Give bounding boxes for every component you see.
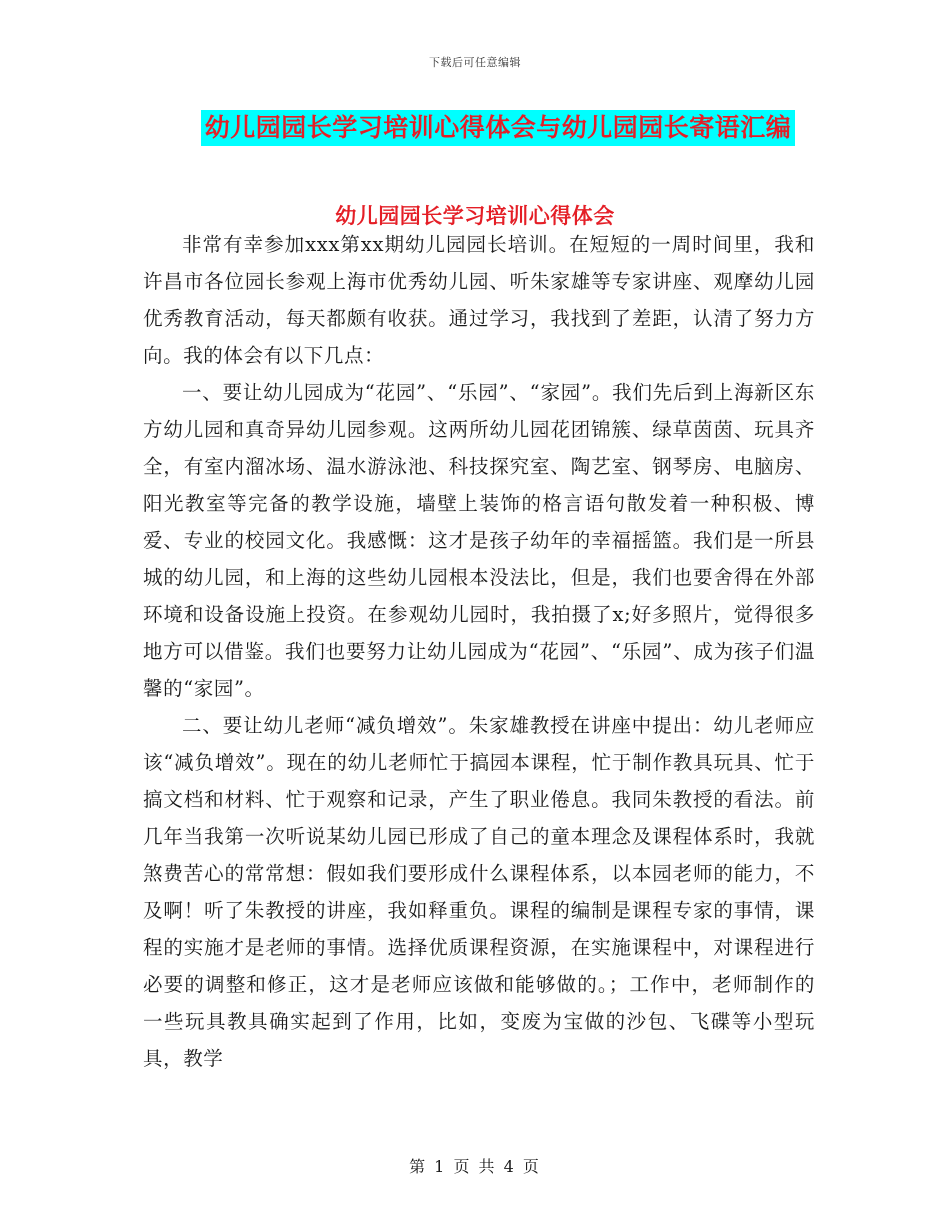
main-title-container bbox=[0, 110, 950, 146]
main-title: 幼儿园园长学习培训心得体会与幼儿园园长寄语汇编 bbox=[201, 110, 796, 146]
page-footer: 第 1 页 共 4 页 bbox=[409, 1157, 541, 1176]
header-note: 下载后可任意编辑 bbox=[429, 56, 521, 69]
body-text bbox=[143, 226, 815, 1077]
paragraph-point-one: 一、要让幼儿园成为“花园”、“乐园”、“家园”。我们先后到上海新区东方幼儿园和真奇异幼儿园参观。这两所幼儿园花团锦簇、绿草茵茵、玩具齐全，有室内溜冰场、温水游泳池、科技探究室、陶艺室、钢琴房、电脑房、阳光教室等完备的教学设施，墙壁上装饰的格言语句散发着一种积极、博爱、专业的校园文化。我感慨：这才是孩子幼年的幸福摇篮。我们是一所县城的幼儿园，和上海的这些幼儿园根本没法比，但是，我们也要舍得在外部环境和设备设施上投资。在参观幼儿园时，我拍摄了x;好多照片，觉得很多地方可以借鉴。我们也要努力让幼儿园成为“花园”、“乐园”、成为孩子们温馨的“家园”。 bbox=[143, 381, 815, 700]
paragraph-point-two: 二、要让幼儿老师“减负增效”。朱家雄教授在讲座中提出：幼儿老师应该“减负增效”。现在的幼儿老师忙于搞园本课程，忙于制作教具玩具、忙于搞文档和材料、忙于观察和记录，产生了职业倦息。我同朱教授的看法。前几年当我第一次听说某幼儿园已形成了自己的童本理念及课程体系时，我就煞费苦心的常常想：假如我们要形成什么课程体系，以本园老师的能力，不及啊！听了朱教授的讲座，我如释重负。课程的编制是课程专家的事情，课程的实施才是老师的事情。选择优质课程资源，在实施课程中，对课程进行必要的调整和修正，这才是老师应该做和能够做的。；工作中，老师制作的一些玩具教具确实起到了作用，比如，变废为宝做的沙包、飞碟等小型玩具，教学 bbox=[143, 714, 815, 1070]
paragraph-intro: 非常有幸参加xxx第xx期幼儿园园长培训。在短短的一周时间里，我和许昌市各位园长参观上海市优秀幼儿园、听朱家雄等专家讲座、观摩幼儿园优秀教育活动，每天都颇有收获。通过学习，我找到了差距，认清了努力方向。我的体会有以下几点： bbox=[143, 233, 815, 367]
section-title: 幼儿园园长学习培训心得体会 bbox=[335, 203, 615, 228]
